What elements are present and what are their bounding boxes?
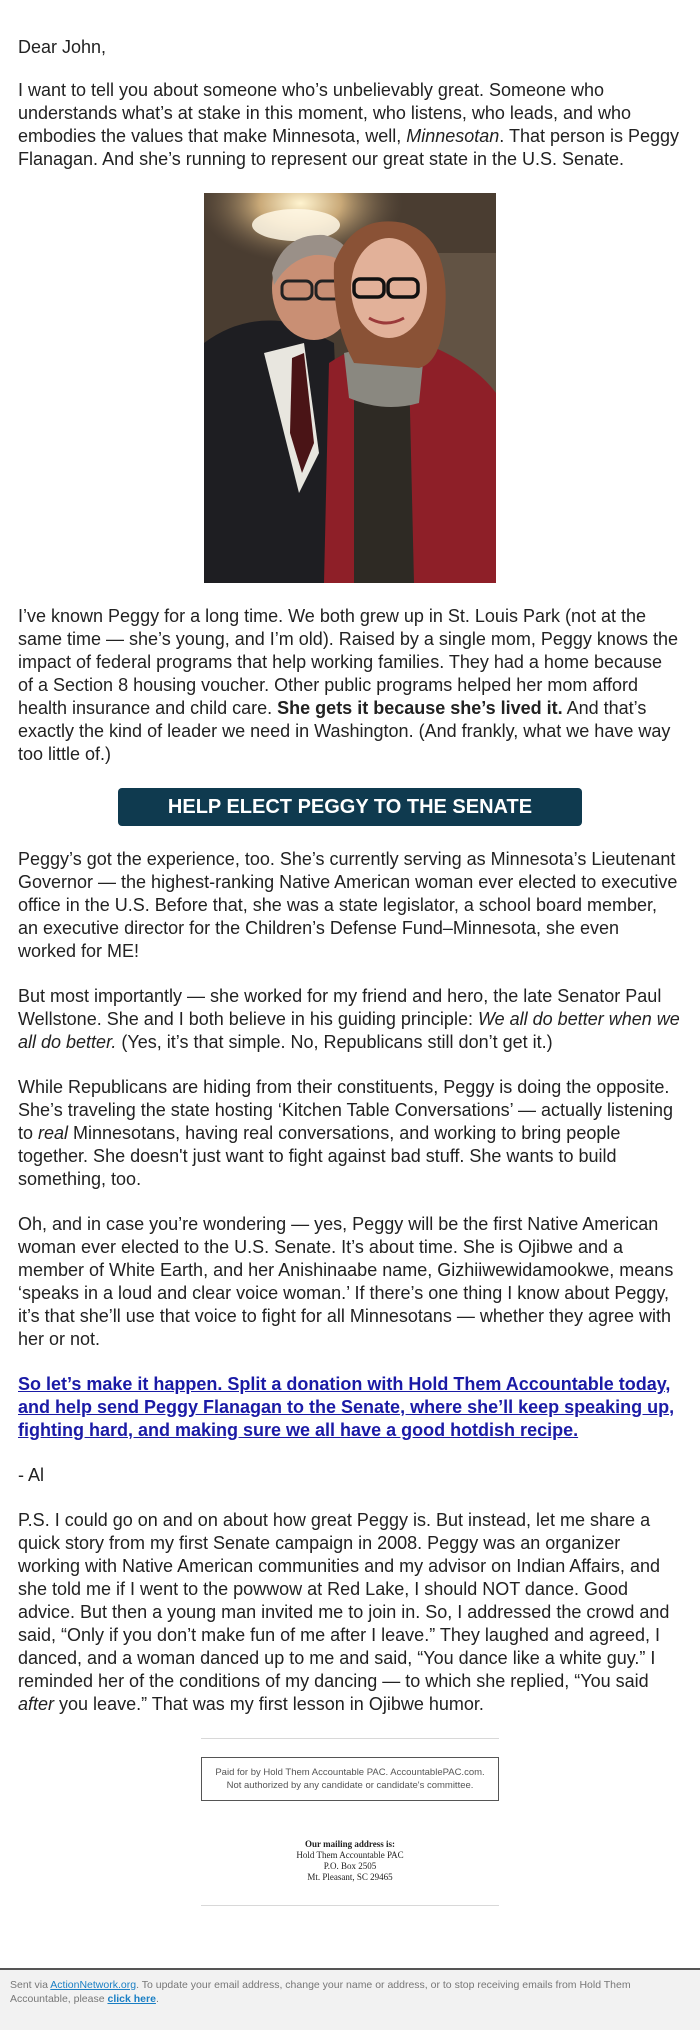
paid-for-disclaimer: Paid for by Hold Them Accountable PAC. AccountablePAC.com. Not authorized by any candidate or candidate's committee. [201, 1757, 499, 1801]
mailing-address [201, 1839, 499, 1906]
unsubscribe-link[interactable]: click here [107, 1993, 156, 2005]
help-elect-button[interactable]: HELP ELECT PEGGY TO THE SENATE [118, 788, 582, 826]
cta-container [18, 788, 682, 826]
donate-link[interactable]: So let’s make it happen. Split a donation with Hold Them Accountable today, and help send Peggy Flanagan to the Senate, where she’ll keep speaking up, fighting hard, and making sure we all have a good hotdish recipe. [18, 1374, 675, 1440]
actionnetwork-footer-bar: Sent via ActionNetwork.org. To update your email address, change your name or address, or to stop receiving emails from Hold Them Accountable, please click here. [0, 1968, 700, 2030]
postscript-paragraph: P.S. I could go on and on about how great Peggy is. But instead, let me share a quick story from my first Senate campaign in 2008. Peggy was an organizer working with Native American communities and my advisor on Indian Affairs, and she told me if I went to the powwow at Red Lake, I should NOT dance. Good advice. But then a young man invited me to join in. So, I addressed the crowd and said, “Only if you don’t make fun of me after I leave.” They laughed and agreed, I danced, and a woman danced up to me and said, “You dance like a white guy.” I reminded her of the conditions of my dancing — to which she replied, “You said after you leave.” That was my first lesson in Ojibwe humor. [18, 1510, 670, 1714]
donate-paragraph [18, 1373, 682, 1442]
actionnetwork-link[interactable]: ActionNetwork.org [50, 1979, 137, 1991]
signoff: - Al [18, 1465, 45, 1485]
kitchen-table-paragraph: While Republicans are hiding from their constituents, Peggy is doing the opposite. She’s traveling the state hosting ‘Kitchen Table Conversations’ — actually listening to real Minnesotans, having real conversations, and working to bring people together. She doesn't just want to fight against bad stuff. She wants to build something, too. [18, 1077, 674, 1189]
wellstone-paragraph: But most importantly — she worked for my friend and hero, the late Senator Paul Wellstone. She and I both believe in his guiding principle: We all do better when we all do better. (Yes, it’s that simple. No, Republicans still don’t get it.) [18, 986, 680, 1052]
experience-paragraph: Peggy’s got the experience, too. She’s currently serving as Minnesota’s Lieutenant Governor — the highest-ranking Native American woman ever elected to executive office in the U.S. Before that, she was a state legislator, a school board member, an executive director for the Children’s Defense Fund–Minnesota, she even worked for ME! [18, 849, 678, 961]
photo-illustration [204, 193, 496, 583]
greeting: Dear John, [18, 37, 107, 57]
footer [201, 1738, 499, 1906]
background-paragraph: I’ve known Peggy for a long time. We both grew up in St. Louis Park (not at the same time — she’s young, and I’m old). Raised by a single mom, Peggy knows the impact of federal programs that help working families. They had a home because of a Section 8 housing voucher. Other public programs helped her mom afford health insurance and child care. She gets it because she’s lived it. And that’s exactly the kind of leader we need in Washington. (And frankly, what we have way too little of.) [18, 606, 678, 764]
mailing-po-box: P.O. Box 2505 [323, 1861, 377, 1871]
candidate-photo [204, 193, 496, 583]
mailing-title: Our mailing address is: [305, 1839, 395, 1849]
intro-paragraph: I want to tell you about someone who’s unbelievably great. Someone who understands what’s at stake in this moment, who listens, who leads, and who embodies the values that make Minnesota, well, Minnesotan. That person is Peggy Flanagan. And she’s running to represent our great state in the U.S. Senate. [18, 80, 680, 169]
mailing-city: Mt. Pleasant, SC 29465 [307, 1872, 393, 1882]
mailing-org: Hold Them Accountable PAC [296, 1850, 404, 1860]
native-american-paragraph: Oh, and in case you’re wondering — yes, Peggy will be the first Native American woman ever elected to the U.S. Senate. It’s about time. She is Ojibwe and a member of White Earth, and her Anishinaabe name, Gizhiiwewidamookwe, means ‘speaks in a loud and clear voice woman.’ If there’s one thing I know about Peggy, it’s that she’ll use that voice to fight for all Minnesotans — whether they agree with her or not. [18, 1214, 674, 1349]
